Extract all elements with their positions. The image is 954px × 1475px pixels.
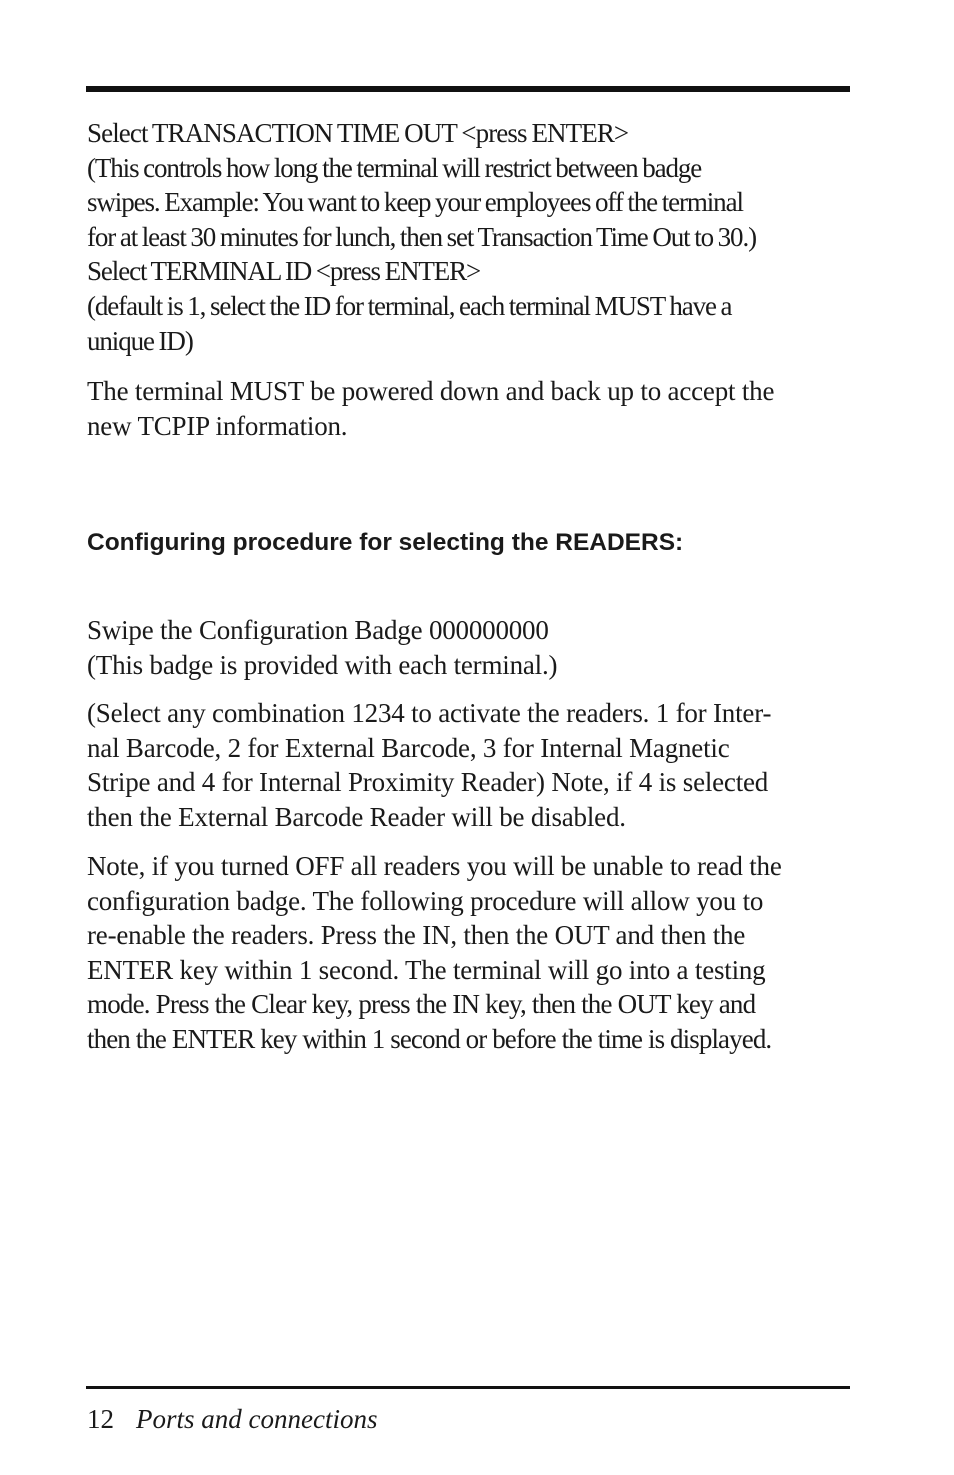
text-line: unique ID) [87,325,193,356]
top-rule [86,86,850,92]
text-line: Stripe and 4 for Internal Proximity Reader) Note, if 4 is selected [87,767,769,798]
text-line: (default is 1, select the ID for terminal, each terminal MUST have a [87,290,732,321]
text-line: Select TRANSACTION TIME OUT <press ENTER> [87,118,629,148]
text-line: mode. Press the Clear key, press the IN key, then the OUT key and [87,989,756,1020]
text-line: (Select any combination 1234 to activate the readers. 1 for Inter- [87,698,772,728]
text-line: then the External Barcode Reader will be disabled. [87,801,626,832]
text-line: The terminal MUST be powered down and back up to accept the [87,376,775,406]
text-line: for at least 30 minutes for lunch, then set Transaction Time Out to 30.) [87,221,756,252]
text-line: re-enable the readers. Press the IN, then the OUT and then the [87,920,746,951]
text-line: nal Barcode, 2 for External Barcode, 3 for Internal Magnetic [87,732,730,763]
select-combination-paragraph [87,696,857,834]
section-heading: Configuring procedure for selecting the READERS: [87,529,684,556]
power-cycle-paragraph [87,374,857,443]
text-line: Select TERMINAL ID <press ENTER> [87,256,481,287]
swipe-paragraph [87,613,857,682]
transaction-timeout-paragraph [87,116,857,358]
text-line: then the ENTER key within 1 second or before the time is displayed. [87,1023,772,1054]
page-footer [87,1402,377,1436]
text-line: new TCPIP information. [87,410,348,441]
section-title: Ports and connections [136,1404,378,1434]
bottom-rule [86,1386,850,1389]
text-line: Swipe the Configuration Badge 000000000 [87,615,549,645]
text-line: configuration badge. The following procedure will allow you to [87,885,764,916]
text-line: (This badge is provided with each terminal.) [87,649,558,680]
text-line: Note, if you turned OFF all readers you will be unable to read the [87,851,782,881]
note-paragraph [87,849,857,1057]
text-line: ENTER key within 1 second. The terminal will go into a testing [87,954,766,985]
text-line: (This controls how long the terminal will restrict between badge [87,152,702,183]
text-line: swipes. Example: You want to keep your employees off the terminal [87,187,743,218]
page-number: 12 [87,1404,114,1434]
